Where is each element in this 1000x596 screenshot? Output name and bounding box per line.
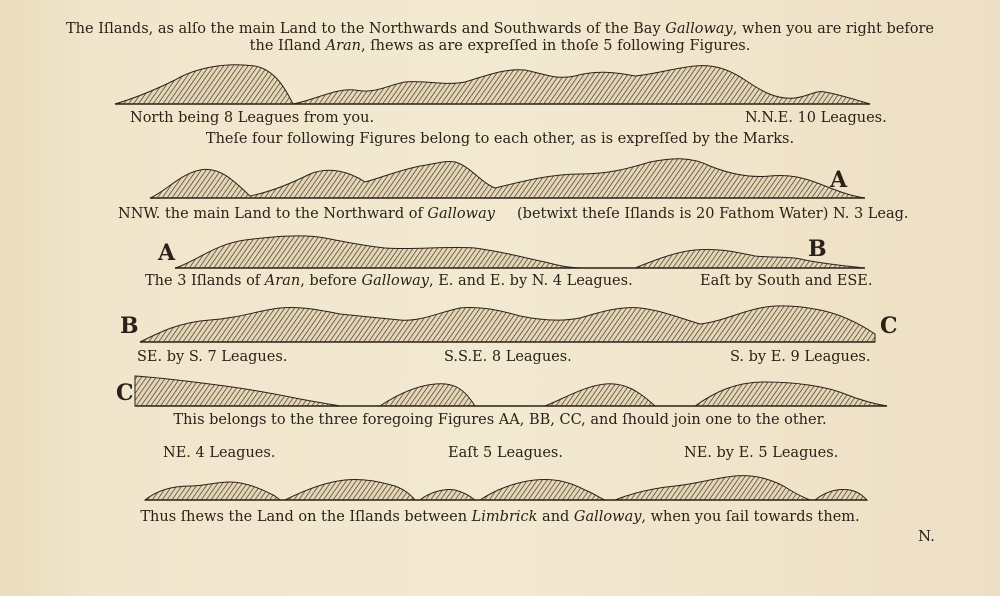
coastal-profile-4: [140, 298, 875, 346]
coastal-profile-1: [115, 60, 870, 108]
fig1-left-caption: North being 8 Leagues from you.: [130, 110, 375, 126]
fig4-caption-1: SE. by S. 7 Leagues.: [137, 349, 288, 365]
fig3-right-caption: Eaſt by South and ESE.: [700, 273, 873, 289]
fig4-mark-b: B: [120, 313, 139, 339]
signature-mark: N.: [918, 527, 935, 545]
fig6-caption-1: NE. 4 Leagues.: [163, 445, 276, 461]
fig4-mark-c: C: [880, 313, 898, 339]
fig2-mark-a: A: [830, 167, 848, 193]
fig2-right-caption: (betwixt theſe Iſlands is 20 Fathom Water) N. 3 Leag.: [517, 206, 909, 222]
coastal-profile-2: [150, 152, 865, 202]
heading-line-1: The Iſlands, as alſo the main Land to the Northwards and Southwards of the Bay Galloway, when you are right before: [66, 21, 934, 37]
coastal-profile-5: [135, 372, 887, 408]
fig3-left-caption: The 3 Iſlands of Aran, before Galloway, E. and E. by N. 4 Leagues.: [145, 273, 633, 289]
heading-line-2: the Iſland Aran, ſhews as are expreſſed in thoſe 5 following Figures.: [249, 38, 751, 54]
fig5-caption: This belongs to the three foregoing Figures AA, BB, CC, and ſhould join one to the other.: [173, 412, 827, 428]
coastal-profile-3: [175, 232, 865, 272]
fig4-caption-3: S. by E. 9 Leagues.: [730, 349, 871, 365]
fig2-left-caption: NNW. the main Land to the Northward of Galloway: [118, 206, 495, 222]
fig3-mark-a: A: [158, 240, 176, 266]
fig4-caption-2: S.S.E. 8 Leagues.: [444, 349, 572, 365]
fig5-mark-c: C: [116, 380, 134, 406]
coastal-profile-6: [145, 468, 867, 504]
figures-note: Theſe four following Figures belong to each other, as is expreſſed by the Marks.: [205, 131, 795, 147]
fig1-right-caption: N.N.E. 10 Leagues.: [745, 110, 887, 126]
fig6-caption: Thus ſhews the Land on the Iſlands between Limbrick and Galloway, when you ſail towards them.: [140, 509, 860, 525]
fig6-caption-3: NE. by E. 5 Leagues.: [684, 445, 839, 461]
fig6-caption-2: Eaſt 5 Leagues.: [448, 445, 563, 461]
fig3-mark-b: B: [808, 236, 827, 262]
